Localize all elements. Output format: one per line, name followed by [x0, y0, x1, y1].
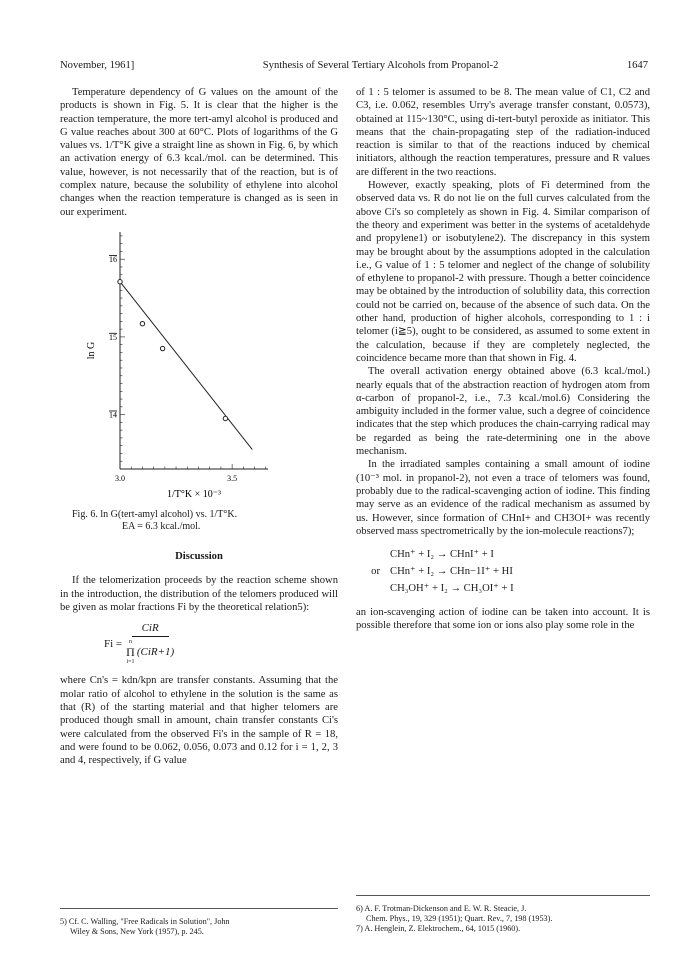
product-upper-limit: n: [128, 639, 132, 646]
right-column: [356, 86, 650, 633]
or-label: or: [371, 566, 380, 578]
formula-denominator: [126, 638, 174, 666]
y-tick-label: 16: [109, 255, 117, 265]
formula-numerator: CiR: [132, 622, 169, 637]
reaction-2: [356, 563, 650, 580]
reaction-equations: [356, 546, 650, 597]
paragraph: If the telomerization proceeds by the reaction scheme shown in the introduction, the distribution of the telomers produced will be given as molar fractions Fi by the theoretical relation5):: [60, 575, 338, 613]
y-tick-label: 14: [109, 410, 117, 420]
paragraph: of 1 : 5 telomer is assumed to be 8. The mean value of C1, C2 and C3, i.e. 0.062, resembles Urry's average transfer constant, 0.0573), obtained at 115~130°C, using di-tert-butyl peroxide as initiator. This means that the chain-propagating step of the radiation-induced reaction is similar to that of the reactions induced by chemical initiators, although the reaction temperatures, pressure and R values are different in the two reactions.: [356, 87, 650, 178]
formula-lhs: Fi =: [104, 637, 123, 650]
page-number: 1647: [626, 60, 648, 71]
fit-line: [120, 282, 252, 450]
footnote-5-line-1: 5) Cf. C. Walling, "Free Radicals in Solution", John: [60, 917, 230, 926]
paragraph: The overall activation energy obtained above (6.3 kcal./mol.) nearly equals that of the abstraction reaction of hydrogen atom from α-carbon of propanol-2, i.e., 7.3 kcal./mol.6) Considering the ambiguity included in the former value, such a degree of coincidence indicates that the step which produces the chain-carrying radical may be regarded as being the rate-determining one in the above mechanism.: [356, 366, 650, 458]
footnote-5-line-2: Wiley & Sons, New York (1957), p. 245.: [70, 927, 204, 936]
left-column: [60, 86, 338, 768]
footnote-7: 7) A. Henglein, Z. Elektrochem., 64, 1015 (1960).: [356, 924, 521, 933]
reaction-2-text: CHn⁺ + I₂ → CHn−1I⁺ + HI: [390, 566, 513, 578]
figure-6: [60, 222, 338, 507]
reaction-3: [356, 580, 650, 597]
denominator-expression: (CiR+1): [136, 645, 175, 658]
x-tick-label: 3.0: [115, 473, 125, 483]
formula-fraction: [126, 622, 174, 666]
y-tick-label: 15: [109, 332, 117, 342]
paragraph: In the irradiated samples containing a small amount of iodine (10⁻³ mol. in propanol-2), not even a trace of telomers was found, probably due to the radical-scavenging action of iodine. This finding may serve as an evidence of the radical mechanism as assumed by us. However, since formation of CHnI+ and CH3OI+ was recently observed mass spectrometrically by the ion-molecule reactions7);: [356, 459, 650, 537]
header-date: November, 1961]: [60, 60, 135, 71]
data-point: [223, 416, 227, 420]
paragraph: Temperature dependency of G values on the amount of the products is shown in Fig. 5. It is clear that the higher is the reaction temperature, the more tert-amyl alcohol is produced and G value reaches about 300 at 60°C. Plots of logarithms of the G values vs. 1/T°K give a straight line as shown in Fig. 6, by which an activation energy of 6.3 kcal./mol. can be determined. This value, however, is not necessarily that of the reaction, but is of complex nature, because the solubility of ethylene into alcohol changes when the reaction temperature is changed as is seen in our experiment.: [60, 87, 338, 218]
x-tick-label: 3.5: [227, 473, 238, 483]
footnotes-left: [60, 908, 338, 937]
x-axis-label: 1/T°K × 10⁻³: [166, 488, 222, 500]
section-heading: Discussion: [175, 550, 223, 562]
reaction-3-text: CH₃OH⁺ + I₂ → CH₃OI⁺ + I: [390, 583, 514, 595]
footnote-6-line-1: 6) A. F. Trotman-Dickenson and E. W. R. Steacie, J.: [356, 904, 527, 913]
caption-line-2: EA = 6.3 kcal./mol.: [122, 521, 201, 533]
product-operator: [126, 638, 135, 666]
data-point: [118, 279, 122, 283]
ln-g-chart: [60, 222, 338, 507]
paragraph: where Cn's = kdn/kpn are transfer constants. Assuming that the molar ratio of alcohol to ethylene in the solution is the same as that (R) of the starting material and that higher telomers are produced though small in amount, chain transfer constants Ci's were calculated from the observed Fi's in the sample of R = 18, and were found to be 0.062, 0.056, 0.073 and 0.12 for i = 1, 2, 3 and 4, respectively, if G value: [60, 675, 338, 767]
product-lower-limit: i=1: [126, 659, 135, 666]
data-point: [140, 321, 144, 325]
distribution-formula: [104, 622, 338, 666]
header-title: Synthesis of Several Tertiary Alcohols from Propanol-2: [262, 60, 499, 71]
page-header: [60, 60, 648, 71]
figure-caption: [60, 509, 338, 534]
footnotes-right: [356, 895, 650, 934]
data-point: [160, 346, 164, 350]
paragraph: an ion-scavenging action of iodine can be taken into account. It is possible therefore that some ion or ions also play some role in the: [356, 607, 650, 632]
reaction-1-text: CHn⁺ + I₂ → CHnI⁺ + I: [390, 549, 494, 561]
product-symbol: Π: [126, 645, 135, 660]
reaction-1: [356, 546, 650, 563]
y-axis-label: ln G: [86, 341, 97, 360]
paragraph: However, exactly speaking, plots of Fi determined from the observed data vs. R do not lie on the full curves calculated from the above Ci's so completely as shown in Fig. 4. Similar comparison of the theory and experiment was better in the systems of acetaldehyde and propylene1) or isobutylene2). The discrepancy in this system may be brought about by the assumptions adopted in the calculation i.e., G value of 1 : 5 telomer and neglect of the change of solubility of ethylene to propanol-2 with pressure. Though a better coincidence may be obtained by the introduction of solubility data, this correction could not be carried on, because of the absence of such data. On the other hand, production of higher alcohols, corresponding to 1 : i telomer (i≧5), ought to be considered, as assumed to some extent in the calculation, because if they are completely neglected, the coincidence became more than that shown in Fig. 4.: [356, 180, 650, 364]
caption-line-1: Fig. 6. ln G(tert-amyl alcohol) vs. 1/T°K.: [72, 508, 238, 520]
footnote-6-line-2: Chem. Phys., 19, 329 (1951); Quart. Rev., 7, 198 (1953).: [366, 914, 553, 923]
